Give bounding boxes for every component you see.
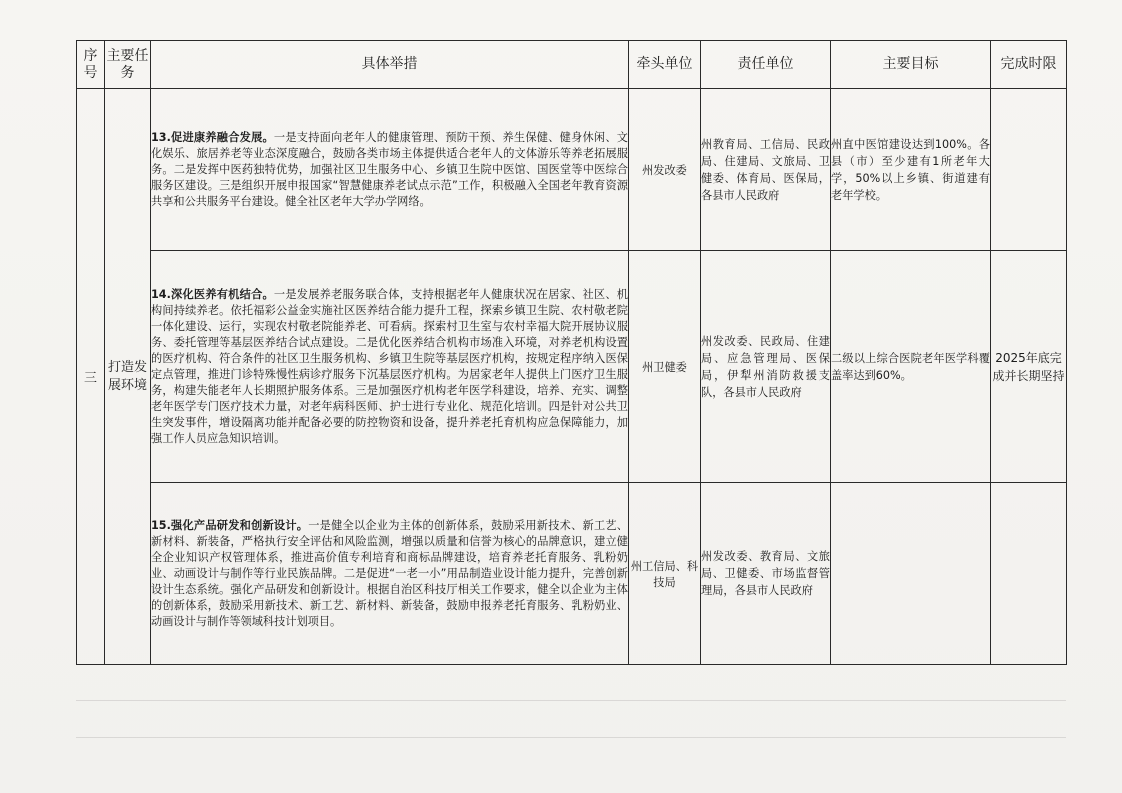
deadline-cell-empty [991, 89, 1067, 251]
measure-title: 13.促进康养融合发展。 [151, 130, 274, 144]
header-seq: 序号 [77, 41, 105, 89]
measure-cell [151, 89, 629, 251]
measure-title: 15.强化产品研发和创新设计。 [151, 518, 309, 532]
table-row [77, 89, 1067, 251]
responsible-units: 州教育局、工信局、民政局、住建局、文旅局、卫健委、体育局、医保局，各县市人民政府 [701, 89, 831, 251]
lead-unit: 州工信局、科技局 [629, 483, 701, 665]
section-task: 打造发展环境 [105, 89, 151, 665]
deadline: 2025年底完成并长期坚持 [991, 251, 1067, 483]
header-lead: 牵头单位 [629, 41, 701, 89]
measure-cell [151, 483, 629, 665]
main-goal: 州直中医馆建设达到100%。各县（市）至少建有1所老年大学，50%以上乡镇、街道建有老年学校。 [831, 89, 991, 251]
section-seq: 三 [77, 89, 105, 665]
responsible-units: 州发改委、教育局、文旅局、卫健委、市场监督管理局，各县市人民政府 [701, 483, 831, 665]
main-goal [831, 483, 991, 665]
header-measures: 具体举措 [151, 41, 629, 89]
table-row [77, 251, 1067, 483]
header-task: 主要任务 [105, 41, 151, 89]
measure-title: 14.深化医养有机结合。 [151, 287, 274, 301]
measures-table [76, 40, 1067, 665]
measure-body: 一是健全以企业为主体的创新体系，鼓励采用新技术、新工艺、新材料、新装备，严格执行安全评估和风险监测，增强以质量和信誉为核心的品牌意识，建立健全企业知识产权管理体系，推进高价值专利培育和商标品牌建设，培育养老托育服务、乳粉奶业、动画设计与制作等行业民族品牌。二是促进“一老一小”用品制造业设计能力提升，完善创新设计生态系统。强化产品研发和创新设计。根据自治区科技厅相关工作要求，健全以企业为主体的创新体系，鼓励采用新技术、新工艺、新材料、新装备，鼓励申报养老托育服务、乳粉奶业、动画设计与制作等领域科技计划项目。 [151, 518, 628, 628]
lead-unit: 州卫健委 [629, 251, 701, 483]
header-goal: 主要目标 [831, 41, 991, 89]
deadline-cell-empty [991, 483, 1067, 665]
table-row [77, 483, 1067, 665]
lead-unit: 州发改委 [629, 89, 701, 251]
main-goal: 二级以上综合医院老年医学科覆盖率达到60%。 [831, 251, 991, 483]
bleed-through-header [76, 700, 1066, 738]
header-deadline: 完成时限 [991, 41, 1067, 89]
measure-body: 一是发展养老服务联合体，支持根据老年人健康状况在居家、社区、机构间持续养老。依托福彩公益金实施社区医养结合能力提升工程，探索乡镇卫生院、农村敬老院一体化建设、运行，实现农村敬老院能养老、可看病。探索村卫生室与农村幸福大院开展协议服务、委托管理等基层医养结合试点建设。二是优化医养结合机构市场准入环境，对养老机构设置的医疗机构、符合条件的社区卫生服务机构、乡镇卫生院等基层医疗机构，按规定程序纳入医保定点管理，推进门诊特殊慢性病诊疗服务下沉基层医疗机构。为居家老年人提供上门医疗卫生服务，构建失能老年人长期照护服务体系。三是加强医疗机构老年医学科建设，培养、充实、调整老年医学专门医疗技术力量，对老年病科医师、护士进行专业化、规范化培训。四是针对公共卫生突发事件，增设隔离功能并配备必要的防控物资和设备，提升养老托育机构应急保障能力，加强工作人员应急知识培训。 [151, 287, 628, 445]
header-responsible: 责任单位 [701, 41, 831, 89]
header-row [77, 41, 1067, 89]
measure-cell [151, 251, 629, 483]
measure-body: 一是支持面向老年人的健康管理、预防干预、养生保健、健身休闲、文化娱乐、旅居养老等业态深度融合，鼓励各类市场主体提供适合老年人的文体游乐等养老拓展服务。二是发挥中医药独特优势，加强社区卫生服务中心、乡镇卫生院中医馆、国医堂等中医综合服务区建设。三是组织开展申报国家“智慧健康养老试点示范”工作，积极融入全国老年教育资源共享和公共服务平台建设。健全社区老年大学办学网络。 [151, 130, 628, 208]
responsible-units: 州发改委、民政局、住建局、应急管理局、医保局，伊犁州消防救援支队，各县市人民政府 [701, 251, 831, 483]
